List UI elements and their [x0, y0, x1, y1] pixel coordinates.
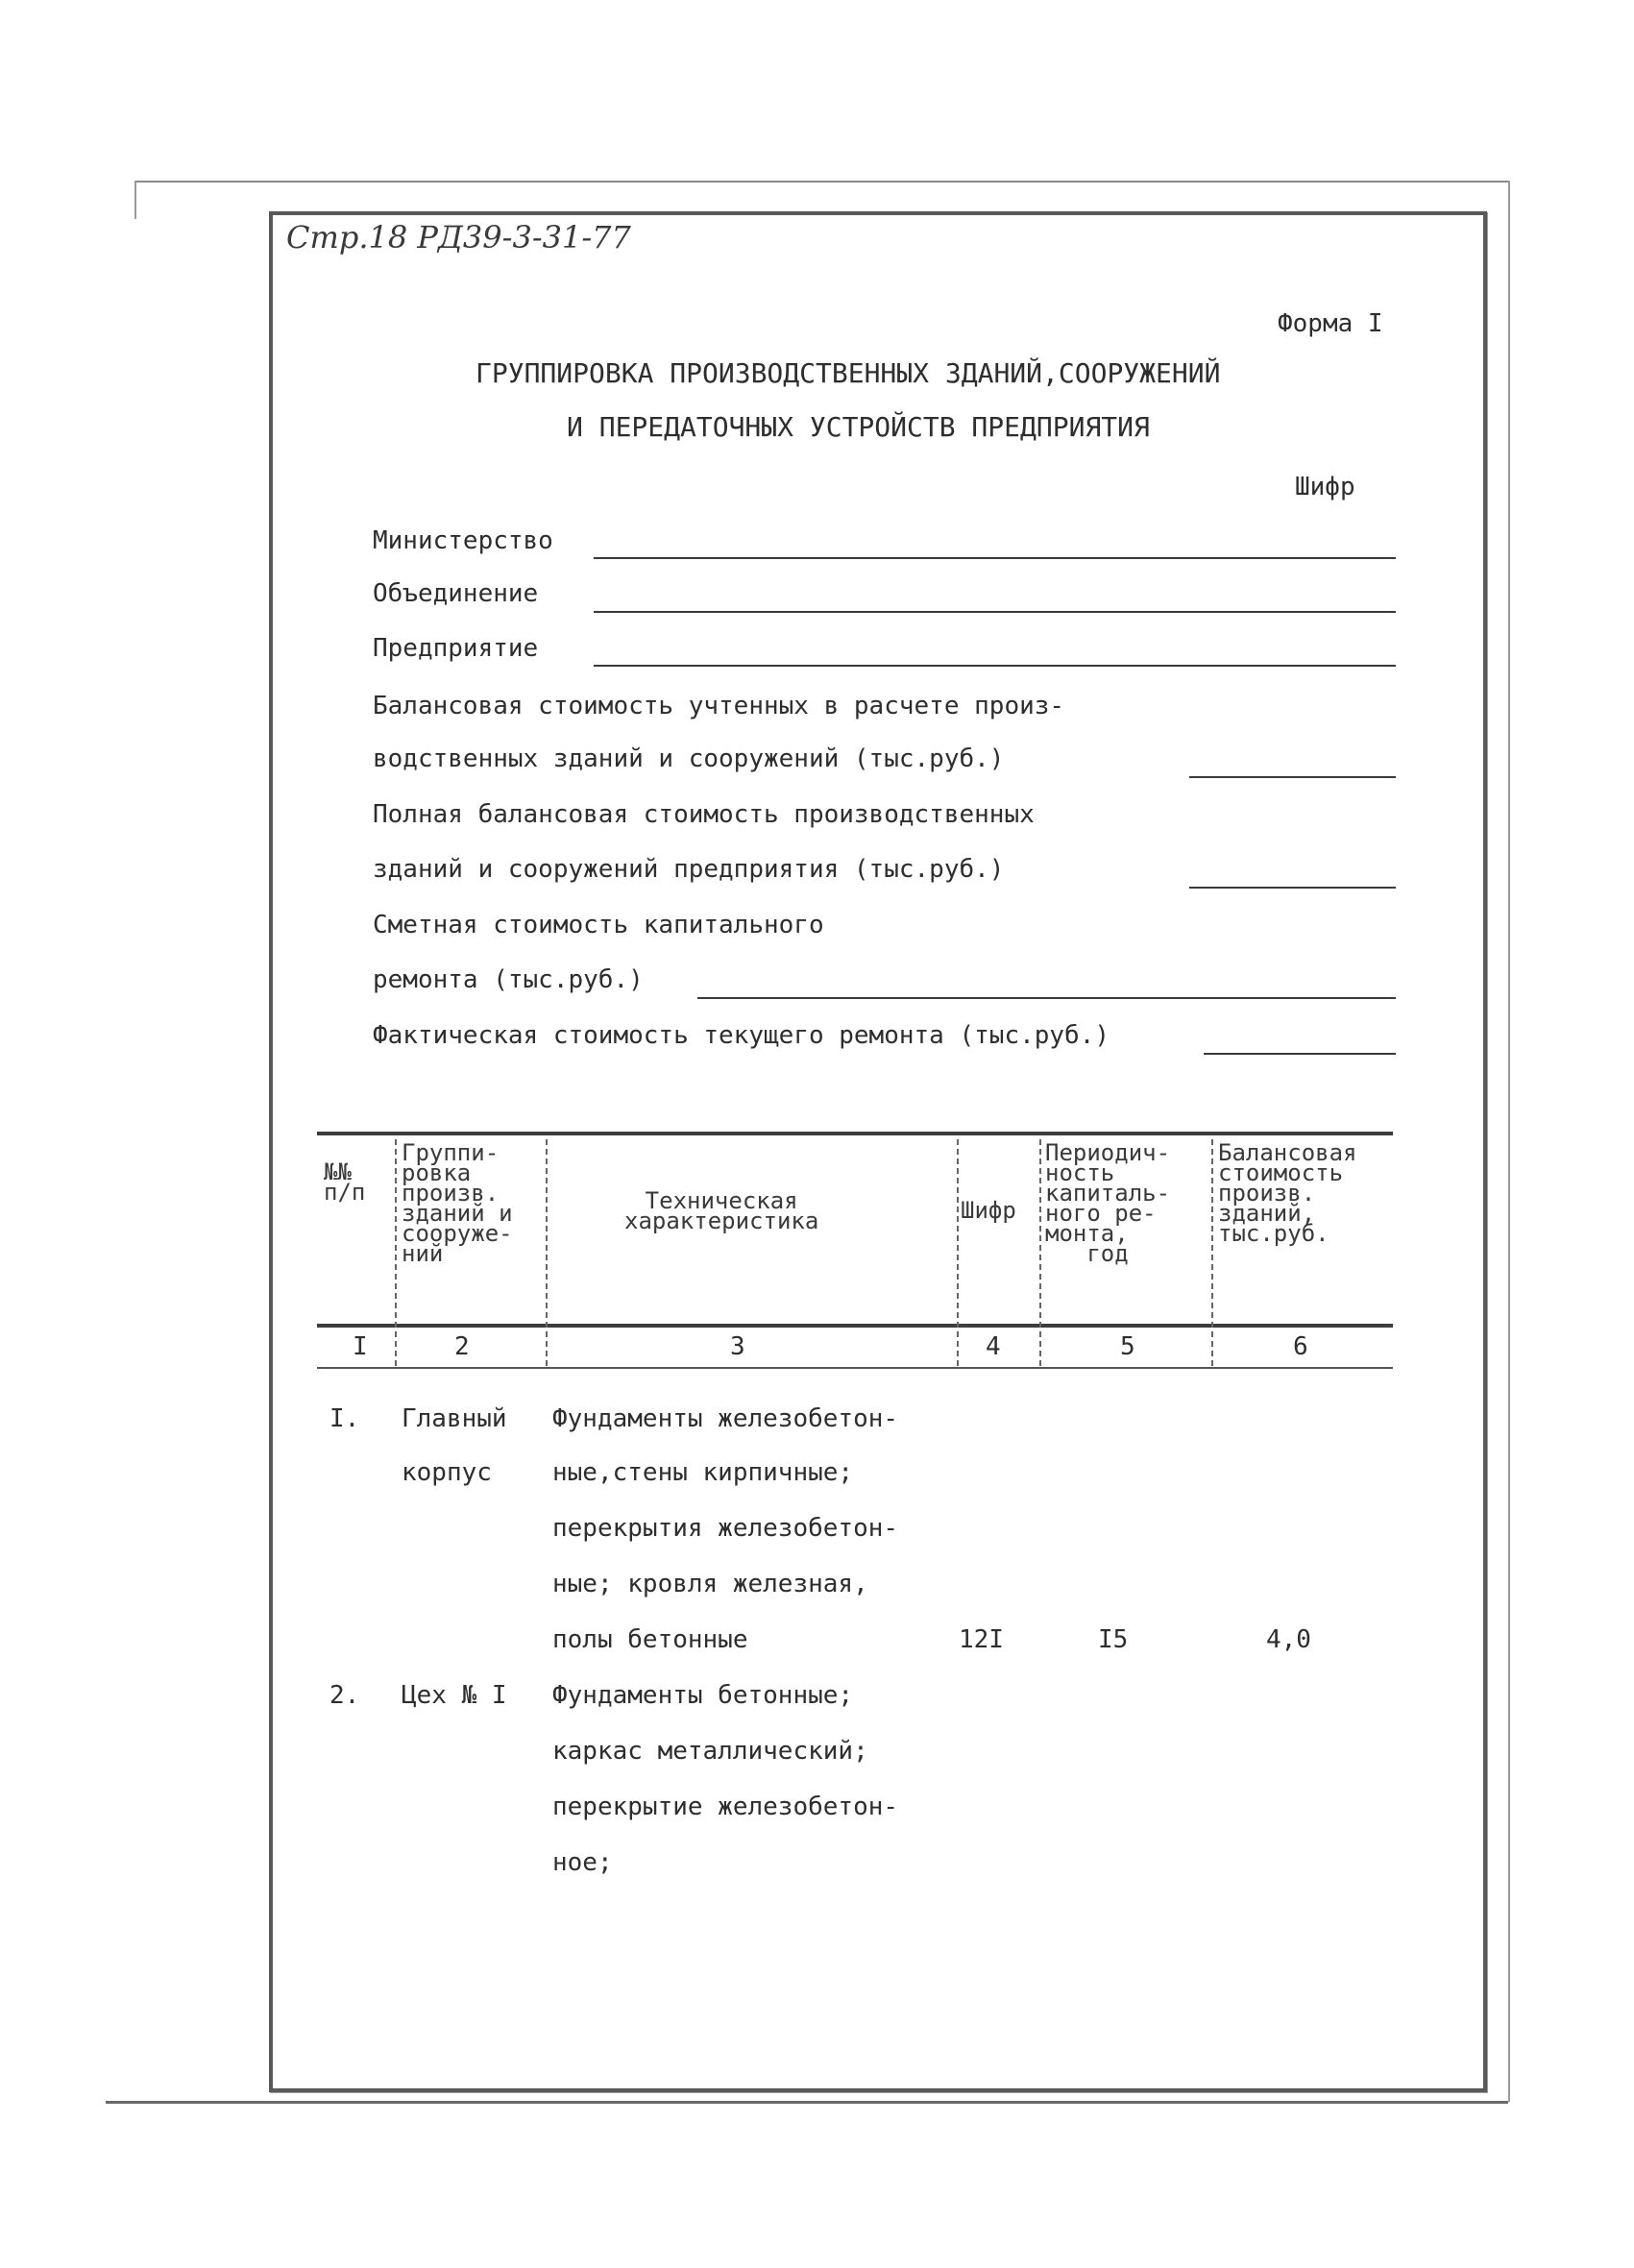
- colnum-6: 6: [1293, 1332, 1308, 1361]
- header-balance: Балансовая стоимость произв. зданий, тыс.руб.: [1218, 1139, 1357, 1247]
- col-sep-5: [1211, 1139, 1213, 1366]
- title-line-1: ГРУППИРОВКА ПРОИЗВОДСТВЕННЫХ ЗДАНИЙ,СООРУЖЕНИЙ: [476, 357, 1221, 389]
- actual-cost-field-line[interactable]: [1204, 1053, 1396, 1055]
- header-cipher: Шифр: [961, 1197, 1016, 1224]
- colnum-5: 5: [1120, 1332, 1135, 1361]
- enterprise-field-line[interactable]: [594, 665, 1396, 667]
- col-sep-3: [957, 1139, 959, 1366]
- header-group: Группи- ровка произв. зданий и сооруже- ний: [402, 1139, 513, 1267]
- row2-num: 2.: [329, 1681, 360, 1710]
- header-period: Периодич- ность капиталь- ного ре- монта, год: [1045, 1139, 1171, 1267]
- estimate-field-line[interactable]: [697, 997, 1396, 999]
- table-top-rule: [317, 1132, 1393, 1135]
- form-label: Форма I: [1278, 309, 1383, 338]
- row2-desc-4: ное;: [552, 1848, 613, 1877]
- association-label: Объединение: [373, 579, 539, 608]
- outer-border-bottom: [106, 2101, 1508, 2104]
- full-balance-label-l2: зданий и сооружений предприятия (тыс.руб.): [373, 855, 1005, 884]
- row1-cipher: 12I: [959, 1625, 1004, 1654]
- row2-desc-1: Фундаменты бетонные;: [552, 1681, 854, 1710]
- col-sep-2: [546, 1139, 548, 1366]
- outer-border-right: [1508, 181, 1510, 2102]
- table-numbers-rule: [317, 1367, 1393, 1369]
- row1-desc-2: ные,стены кирпичные;: [552, 1458, 854, 1487]
- row2-desc-3: перекрытие железобетон-: [552, 1792, 899, 1821]
- balance-cost-field-line[interactable]: [1189, 776, 1396, 778]
- full-balance-field-line[interactable]: [1189, 887, 1396, 889]
- row1-desc-5: полы бетонные: [552, 1625, 748, 1654]
- colnum-1: I: [353, 1332, 368, 1361]
- row1-num: I.: [329, 1404, 360, 1433]
- col-sep-1: [395, 1139, 397, 1366]
- row1-desc-1: Фундаменты железобетон-: [552, 1404, 899, 1433]
- full-balance-label-l1: Полная балансовая стоимость производственных: [373, 800, 1035, 829]
- outer-border-left: [134, 181, 136, 219]
- estimate-label-l2: ремонта (тыс.руб.): [373, 965, 644, 994]
- balance-cost-label-l1: Балансовая стоимость учтенных в расчете произ-: [373, 692, 1065, 720]
- colnum-4: 4: [986, 1332, 1001, 1361]
- enterprise-label: Предприятие: [373, 634, 539, 663]
- association-field-line[interactable]: [594, 611, 1396, 613]
- cipher-label: Шифр: [1295, 473, 1355, 501]
- outer-border-top: [134, 181, 1508, 183]
- estimate-label-l1: Сметная стоимость капитального: [373, 911, 824, 939]
- row1-value: 4,0: [1266, 1625, 1311, 1654]
- row1-desc-3: перекрытия железобетон-: [552, 1514, 899, 1543]
- colnum-2: 2: [454, 1332, 470, 1361]
- col-sep-4: [1039, 1139, 1041, 1366]
- row1-group-l2: корпус: [402, 1458, 492, 1487]
- ministry-field-line[interactable]: [594, 557, 1396, 559]
- row2-desc-2: каркас металлический;: [552, 1737, 868, 1766]
- title-line-2: И ПЕРЕДАТОЧНЫХ УСТРОЙСТВ ПРЕДПРИЯТИЯ: [567, 411, 1150, 443]
- header-number: №№ п/п: [324, 1158, 366, 1206]
- ministry-label: Министерство: [373, 526, 553, 555]
- row1-desc-4: ные; кровля железная,: [552, 1570, 868, 1598]
- actual-cost-label: Фактическая стоимость текущего ремонта (тыс.руб.): [373, 1021, 1110, 1050]
- table-header-rule: [317, 1324, 1393, 1328]
- page-reference: Стр.18 РД39-3-31-77: [286, 219, 631, 256]
- balance-cost-label-l2: водственных зданий и сооружений (тыс.руб.): [373, 744, 1005, 773]
- header-tech: Техническая характеристика: [624, 1187, 819, 1234]
- row1-group-l1: Главный: [402, 1404, 507, 1433]
- row1-period: I5: [1098, 1625, 1129, 1654]
- colnum-3: 3: [730, 1332, 745, 1361]
- row2-group-l1: Цех № I: [402, 1681, 507, 1710]
